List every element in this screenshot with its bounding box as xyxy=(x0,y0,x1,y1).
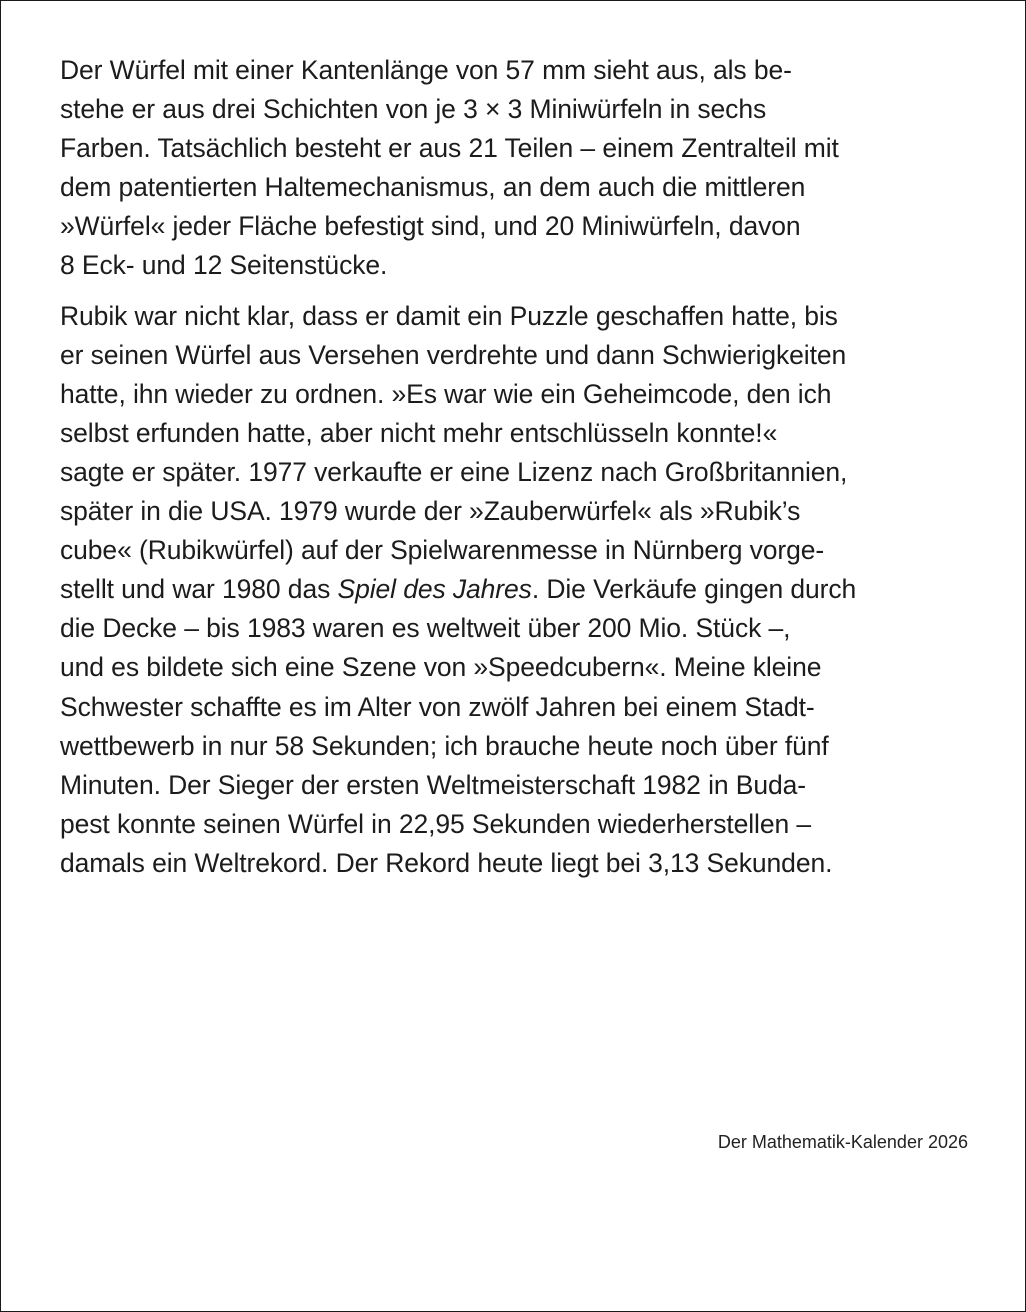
text-line: er seinen Würfel aus Versehen verdrehte und dann Schwierigkeiten xyxy=(60,339,847,370)
text-line: Farben. Tatsächlich besteht er aus 21 Teilen – einem Zentralteil mit xyxy=(60,133,839,164)
text-line: selbst erfunden hatte, aber nicht mehr entschlüsseln konnte!« xyxy=(60,417,778,448)
text-line: 8 Eck- und 12 Seitenstücke. xyxy=(60,250,388,281)
text-line: Minuten. Der Sieger der ersten Weltmeisterschaft 1982 in Buda- xyxy=(60,769,806,800)
text-line-with-italic xyxy=(60,570,980,609)
text-line: »Würfel« jeder Fläche befestigt sind, und 20 Miniwürfeln, davon xyxy=(60,211,801,242)
text-line: pest konnte seinen Würfel in 22,95 Sekunden wiederherstellen – xyxy=(60,808,812,839)
text-line: die Decke – bis 1983 waren es weltweit über 200 Mio. Stück –, xyxy=(60,613,791,644)
text-segment: . Die Verkäufe gingen durch xyxy=(531,574,857,605)
text-line: cube« (Rubikwürfel) auf der Spielwarenmesse in Nürnberg vorge- xyxy=(60,535,825,566)
text-line: Rubik war nicht klar, dass er damit ein Puzzle geschaffen hatte, bis xyxy=(60,300,838,331)
page-footer: Der Mathematik-Kalender 2026 xyxy=(717,1132,968,1152)
text-line: dem patentierten Haltemechanismus, an dem auch die mittleren xyxy=(60,172,806,203)
italic-title-spiel-des-jahres: Spiel des Jahres xyxy=(337,574,532,605)
text-line: sagte er später. 1977 verkaufte er eine Lizenz nach Großbritannien, xyxy=(60,456,848,487)
body-text xyxy=(60,51,980,883)
paragraph-cube-history xyxy=(60,297,980,883)
text-line: und es bildete sich eine Szene von »Speedcubern«. Meine kleine xyxy=(60,652,822,683)
text-line: Schwester schaffte es im Alter von zwölf Jahren bei einem Stadt- xyxy=(60,691,815,722)
text-line: damals ein Weltrekord. Der Rekord heute liegt bei 3,13 Sekunden. xyxy=(60,847,833,878)
text-line: stehe er aus drei Schichten von je 3 × 3 Miniwürfeln in sechs xyxy=(60,94,767,125)
text-line: Der Würfel mit einer Kantenlänge von 57 mm sieht aus, als be- xyxy=(60,55,792,85)
text-line: wettbewerb in nur 58 Sekunden; ich brauche heute noch über fünf xyxy=(60,730,829,761)
paragraph-cube-construction xyxy=(60,51,980,286)
text-line: später in die USA. 1979 wurde der »Zauberwürfel« als »Rubik’s xyxy=(60,496,801,527)
text-segment: stellt und war 1980 das xyxy=(60,574,338,605)
text-line: hatte, ihn wieder zu ordnen. »Es war wie ein Geheimcode, den ich xyxy=(60,378,832,409)
